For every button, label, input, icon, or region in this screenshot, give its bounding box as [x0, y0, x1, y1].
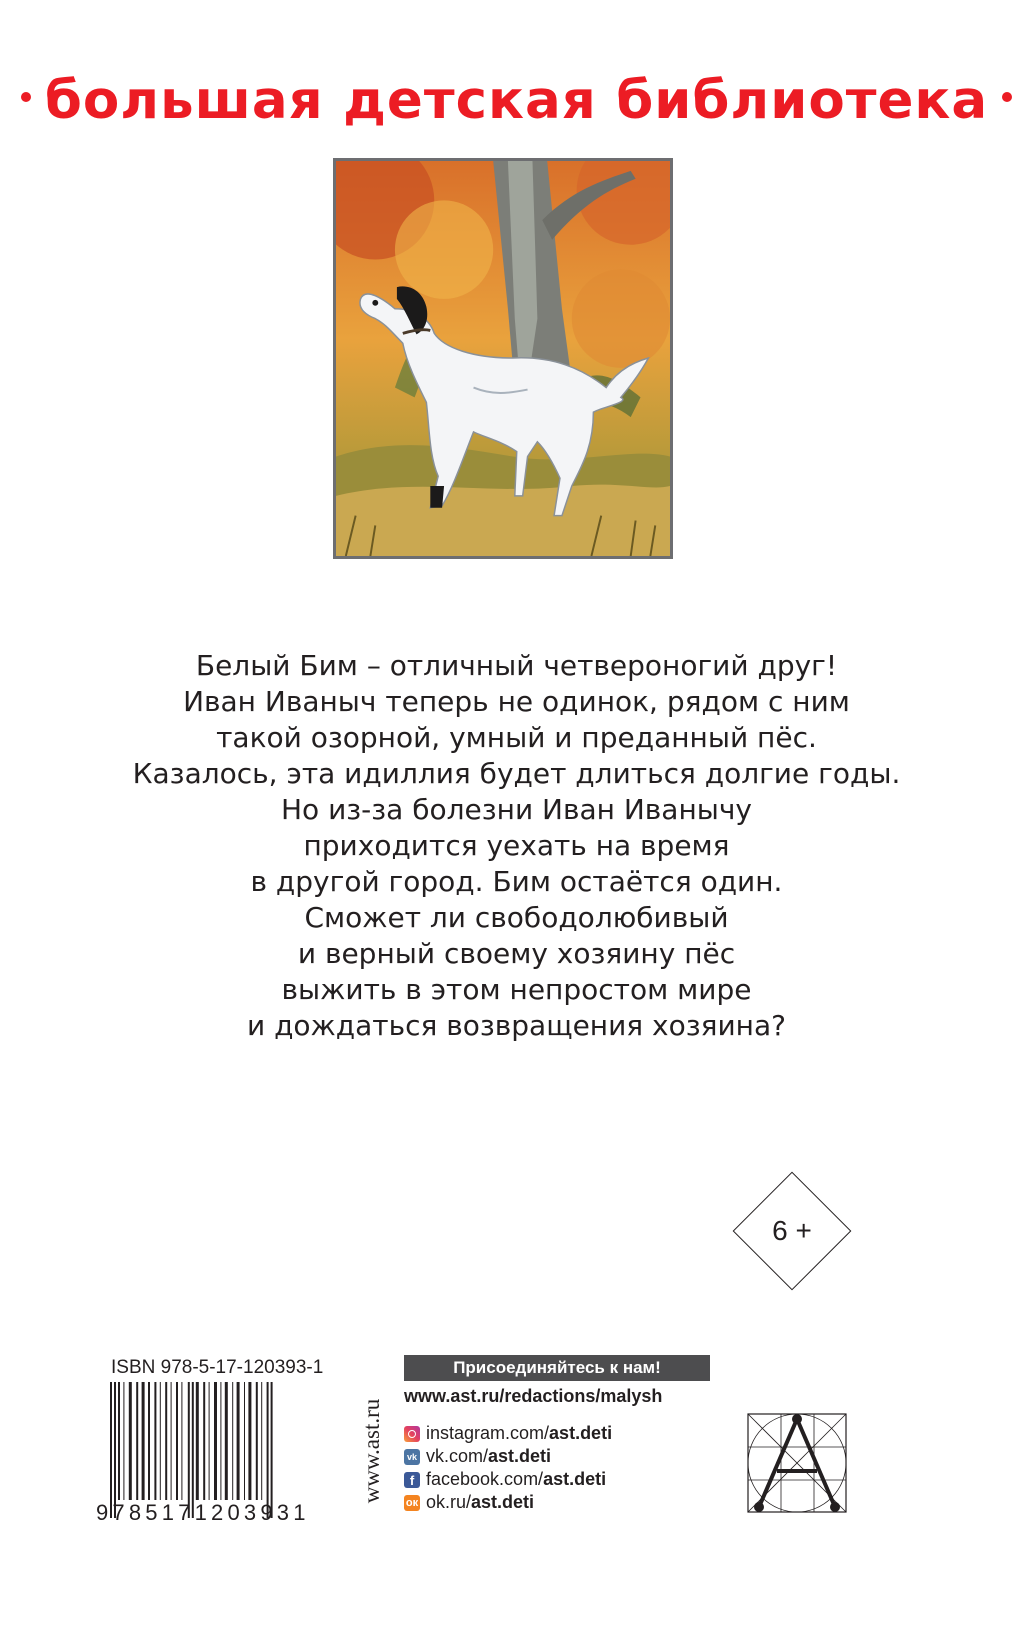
blurb-line: Казалось, эта идиллия будет длиться долгие годы.	[132, 757, 901, 790]
age-rating-label: 6 +	[772, 1215, 812, 1246]
barcode-bar	[203, 1382, 205, 1500]
social-handle: ast.deti	[543, 1469, 607, 1489]
barcode-bar	[248, 1382, 251, 1500]
blurb-line: такой озорной, умный и преданный пёс.	[216, 721, 817, 754]
barcode-bar	[271, 1382, 273, 1518]
barcode-bar	[214, 1382, 217, 1500]
social-link-vk[interactable]	[404, 1445, 612, 1468]
series-title-text: большая детская библиотека	[44, 70, 989, 131]
publisher-url-text: www.ast.ru	[359, 1398, 384, 1504]
series-title	[0, 66, 1033, 136]
barcode-bar	[192, 1382, 194, 1518]
age-rating-badge	[732, 1171, 852, 1291]
social-link-facebook[interactable]	[404, 1468, 612, 1491]
bullet-dot-right	[1002, 92, 1012, 102]
barcode-bar	[181, 1382, 182, 1500]
barcode-bar	[261, 1382, 262, 1500]
social-prefix: ok.ru/	[426, 1492, 472, 1512]
social-link-instagram[interactable]	[404, 1422, 612, 1445]
ok-icon: ок	[405, 1496, 419, 1509]
blurb-line: в другой город. Бим остаётся один.	[250, 865, 783, 898]
ast-publisher-logo	[747, 1413, 847, 1513]
barcode-bar	[188, 1382, 190, 1518]
barcode-bar	[114, 1382, 116, 1518]
social-prefix: instagram.com/	[426, 1423, 550, 1443]
barcode-bar	[154, 1382, 156, 1500]
barcode-digits: 9785171203931	[96, 1500, 310, 1525]
barcode-bar	[142, 1382, 145, 1500]
barcode-bar	[148, 1382, 150, 1500]
barcode-bar	[176, 1382, 178, 1500]
barcode-bar	[165, 1382, 167, 1500]
blurb-line: и дождаться возвращения хозяина?	[246, 1009, 787, 1042]
vk-icon: vk	[404, 1449, 420, 1465]
barcode-bar	[256, 1382, 258, 1500]
social-prefix: facebook.com/	[426, 1469, 544, 1489]
barcode-bar	[267, 1382, 269, 1518]
join-us-banner: Присоединяйтесь к нам!	[404, 1355, 710, 1381]
instagram-icon	[404, 1426, 420, 1442]
blurb-line: Белый Бим – отличный четвероногий друг!	[195, 649, 838, 682]
blurb-line: Но из-за болезни Иван Иванычу	[281, 793, 752, 826]
social-handle: ast.deti	[488, 1446, 552, 1466]
barcode-bar	[225, 1382, 228, 1500]
blurb-line: выжить в этом непростом мире	[281, 973, 752, 1006]
white-setter-dog-autumn-forest	[336, 161, 670, 556]
facebook-icon: f	[404, 1472, 420, 1488]
social-handle: ast.deti	[471, 1492, 535, 1512]
website-link[interactable]: www.ast.ru/redactions/malysh	[404, 1386, 663, 1406]
barcode-bar	[209, 1382, 210, 1500]
blurb-line: Иван Иваныч теперь не одинок, рядом с ним	[183, 685, 850, 718]
barcode-bar	[118, 1382, 120, 1500]
social-link-ok[interactable]	[404, 1491, 612, 1514]
barcode-bar	[129, 1382, 132, 1500]
blurb-line: и верный своему хозяину пёс	[297, 937, 736, 970]
barcode-bar	[220, 1382, 221, 1500]
social-links	[404, 1422, 612, 1514]
blurb-text	[100, 648, 933, 1044]
social-prefix: vk.com/	[426, 1446, 489, 1466]
social-handle: ast.deti	[549, 1423, 613, 1443]
isbn-label: ISBN 978-5-17-120393-1	[111, 1357, 324, 1378]
barcode-bar	[232, 1382, 233, 1500]
barcode-bar	[110, 1382, 112, 1518]
barcode-bar	[196, 1382, 199, 1500]
barcode-bar	[123, 1382, 124, 1500]
publisher-url-vertical	[352, 1376, 392, 1526]
bullet-dot-left	[21, 92, 31, 102]
barcode-bar	[160, 1382, 161, 1500]
blurb-line: приходится уехать на время	[303, 829, 730, 862]
blurb-line: Сможет ли свободолюбивый	[304, 901, 729, 934]
barcode-bar	[171, 1382, 172, 1500]
barcode-bar	[244, 1382, 245, 1500]
barcode-bar	[237, 1382, 240, 1500]
barcode-bar	[136, 1382, 138, 1500]
cover-illustration	[333, 158, 673, 559]
